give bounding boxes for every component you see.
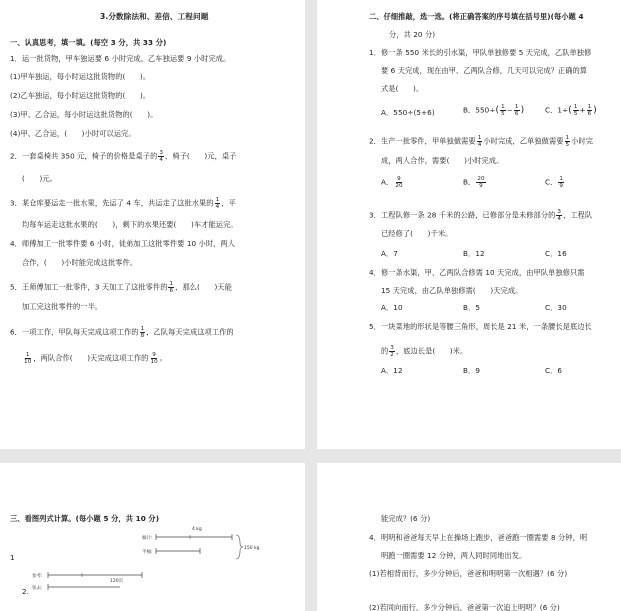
- question-5: 5．一块菜地的形状是等腰三角形，周长是 21 米，一条腰长是底边长: [369, 322, 592, 331]
- section-2-heading-line-2: 分，共 20 分): [389, 30, 436, 39]
- section-1-heading: 一、认真思考，填一填。(每空 3 分，共 33 分): [10, 38, 167, 47]
- option-c: C．1÷( $\frac{1}{5}$ + $\frac{1}{6}$ ): [545, 104, 597, 117]
- worksheet-page-3: [0, 463, 305, 611]
- option-c: C．6: [545, 366, 563, 375]
- question-2-line-2: ( )元。: [22, 174, 57, 183]
- fraction: $\frac{1}{4}$: [215, 197, 220, 210]
- question-4: 4．明明和爸爸每天早上在操场上跑步，爸爸跑一圈需要 8 分钟，明: [369, 533, 588, 542]
- line-segment-diagram-2: [30, 565, 150, 595]
- question-5-line-2: 的 $\frac{3}{2}$ ，底边长是( )米。: [381, 345, 468, 358]
- diagram-left-label-1: 参考:: [32, 574, 43, 579]
- worksheet-title: 3.分数除法和、差倍、工程问题: [100, 12, 209, 21]
- question-6: 6．一项工作，甲队每天完成这项工作的 $\frac{1}{8}$ ，乙队每天完成这项工作的: [10, 326, 234, 339]
- option-b: B．9: [463, 366, 480, 375]
- question-4-line-2: 15 天完成，由乙队单独修需( )天完成。: [381, 286, 523, 295]
- option-b: B．550÷( $\frac{1}{5}$ − $\frac{1}{6}$ ): [463, 104, 525, 117]
- continued-line: 能完成？(6 分): [381, 514, 431, 523]
- question-3-line-2: 已经修了( )千米。: [381, 229, 453, 238]
- section-3-heading: 三、看图列式计算。(每小题 5 分，共 10 分): [10, 514, 160, 523]
- question-4-line-2: 明跑一圈需要 12 分钟，两人同时同地出发。: [381, 551, 527, 560]
- question-3: 3．工程队修一条 28 千米的公路，已修部分是未修部分的 $\frac{3}{4}$ ，工程队: [369, 209, 593, 222]
- question-4: 4．修一条水渠，甲、乙两队合修需 10 天完成，由甲队单独修只需: [369, 268, 585, 277]
- question-1: 1．运一批货物，甲车独运要 6 小时完成，乙车独运要 9 小时完成。: [10, 54, 231, 63]
- question-5: 5．王师傅加工一批零件，3 天加工了这批零件的 $\frac{1}{6}$ ，那么( )天能: [10, 281, 232, 294]
- option-b: B．12: [463, 249, 485, 258]
- question-2: 2．一套桌椅共 350 元，椅子的价格是桌子的 $\frac{3}{4}$ ，椅子( )元，桌子: [10, 150, 237, 163]
- question-4-part-2: (2)若同向而行，多少分钟后，爸爸第一次追上明明？(6 分): [369, 603, 560, 611]
- line-segment-diagram-1: [140, 525, 260, 565]
- question-1-part-3: (3)甲、乙合运，每小时运这批货物的( )。: [10, 110, 158, 119]
- fraction: $\frac{1}{6}$: [169, 281, 174, 294]
- question-1-line-3: 式是( )。: [381, 84, 424, 93]
- diagram-row-2-label: 半桶:: [142, 550, 153, 555]
- question-6-line-2: $\frac{1}{10}$ ，两队合作( )天完成这项工作的 $\frac{9}{10}$ 。: [24, 352, 168, 365]
- option-c: C．30: [545, 303, 567, 312]
- section-2-heading: 二、仔细推敲，选一选。(将正确答案的序号填在括号里)(每小题 4: [369, 12, 584, 21]
- worksheet-page-2: [317, 0, 621, 449]
- option-a: A．7: [381, 249, 398, 258]
- worksheet-page-1: [0, 0, 305, 449]
- option-b: B．5: [463, 303, 480, 312]
- worksheet-page-4: [317, 463, 621, 611]
- question-1-part-4: (4)甲、乙合运，( )小时可以运完。: [10, 129, 136, 138]
- option-a: A．10: [381, 303, 403, 312]
- question-3: 3．某仓库要运走一批水果，先运了 4 车，共运走了这批水果的 $\frac{1}{4}$ ，平: [10, 197, 236, 210]
- option-a: A．550÷(5+6): [381, 108, 435, 117]
- diagram-brace-label: 150 kg: [244, 546, 260, 551]
- question-1-number: 1: [10, 553, 15, 562]
- question-1-line-2: 要 6 天完成，现在由甲、乙两队合修，几天可以完成？正确的算: [381, 66, 588, 75]
- question-5-line-2: 加工完这批零件的一半。: [22, 302, 103, 311]
- option-b: B． $\frac{20}{9}$: [463, 176, 485, 189]
- option-a: A． $\frac{9}{20}$: [381, 176, 403, 189]
- question-1-part-1: (1)甲车独运，每小时运这批货物的( )。: [10, 72, 151, 81]
- option-c: C．16: [545, 249, 567, 258]
- question-4-part-1: (1)若相背而行，多少分钟后，爸爸和明明第一次相遇？(6 分): [369, 569, 568, 578]
- fraction: $\frac{9}{10}$: [150, 352, 158, 365]
- question-1: 1．修一条 550 米长的引水渠，甲队单独修要 5 天完成，乙队单独修: [369, 48, 592, 57]
- fraction: $\frac{1}{10}$: [24, 352, 32, 365]
- question-2: 2．生产一批零件，甲单独做需要 $\frac{1}{4}$ 小时完成，乙单独做需要 $\frac{1}{5}$ 小时完: [369, 135, 594, 148]
- question-4-line-2: 合作，( )小时能完成这批零件。: [22, 258, 138, 267]
- question-2-number: 2.: [22, 587, 30, 596]
- fraction: $\frac{1}{8}$: [140, 326, 145, 339]
- question-2-line-2: 成，两人合作，需要( )小时完成。: [381, 156, 504, 165]
- diagram-row-1-label: 桶计:: [142, 536, 153, 541]
- question-3-line-2: 均每车运走这批水果的( )，剩下的水果还要( )车才能运完。: [22, 220, 238, 229]
- option-c: C． $\frac{1}{9}$: [545, 176, 564, 189]
- diagram-top-label: 4 kg: [192, 527, 202, 532]
- question-4: 4．师傅加工一批零件要 6 小时，徒弟加工这批零件要 10 小时，两人: [10, 239, 235, 248]
- fraction: $\frac{3}{4}$: [159, 150, 164, 163]
- diagram-left-label-2: 张去:: [32, 586, 43, 591]
- question-1-part-2: (2)乙车独运，每小时运这批货物的( )。: [10, 91, 151, 100]
- diagram-length-label: 120页: [110, 579, 124, 584]
- option-a: A．12: [381, 366, 403, 375]
